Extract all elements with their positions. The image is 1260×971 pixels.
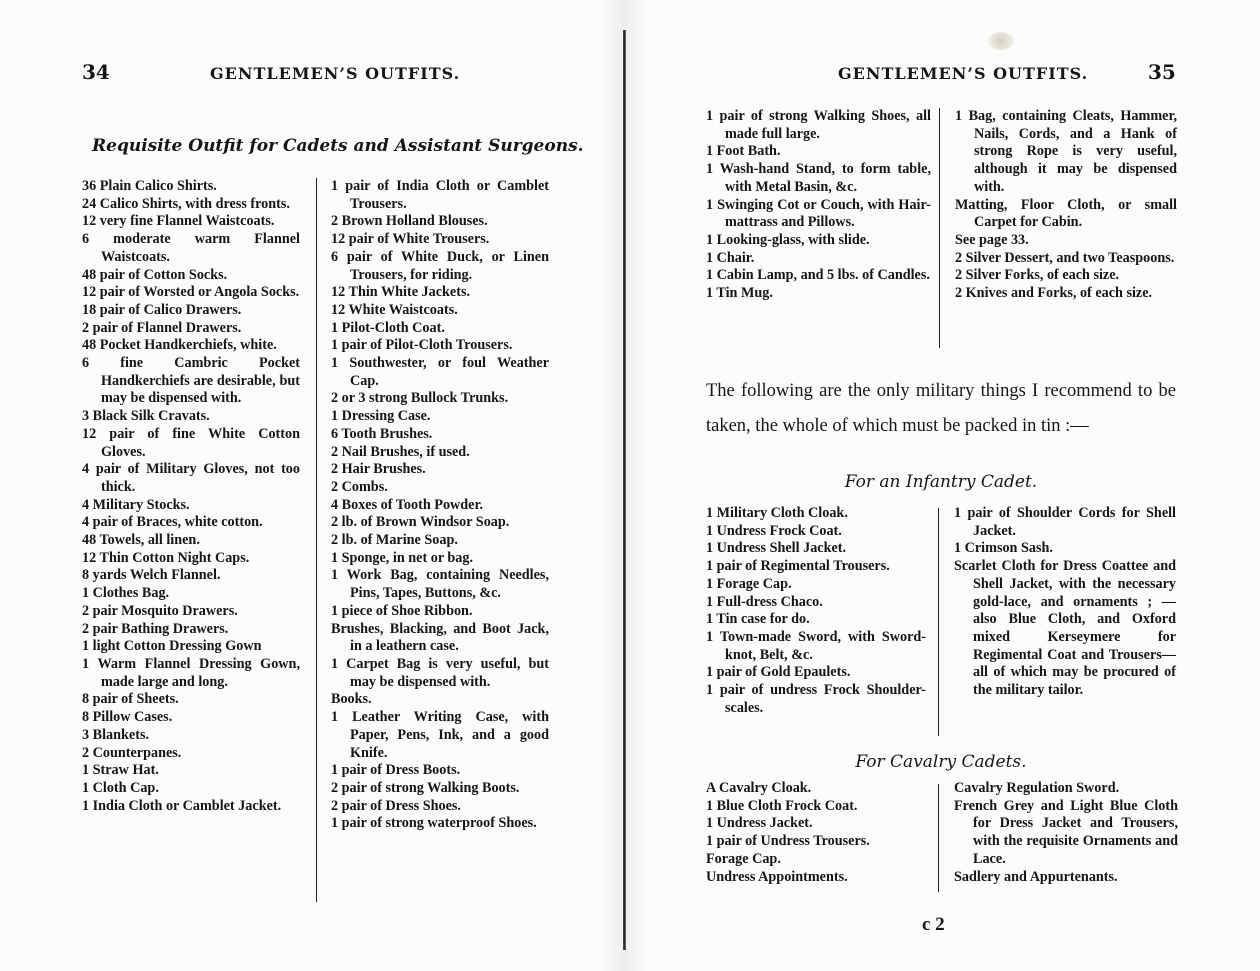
section-title-outfit: Requisite Outfit for Cadets and Assistant Surgeons. [92,136,584,156]
list-item: 2 Nail Brushes, if used. [331,443,470,460]
list-item: 1 Foot Bath. [706,143,781,160]
list-item: 2 Silver Dessert, and two Teaspoons. [955,249,1175,266]
list-item: 2 pair of strong Walking Boots. [331,779,520,796]
list-item: 4 pair of Military Gloves, not too thick. [82,461,300,495]
list-item: 1 Tin Mug. [706,285,773,302]
list-item: 3 Blankets. [82,726,150,743]
list-item: 1 piece of Shoe Ribbon. [331,602,473,619]
right-page [626,0,1260,971]
infantry-col2 [954,505,1176,700]
page-number-left: 34 [82,60,110,84]
list-item: 2 pair Bathing Drawers. [82,620,229,637]
list-item: 1 pair of Undress Trousers. [706,833,870,850]
list-item: 1 Sponge, in net or bag. [331,549,474,566]
list-item: 1 Undress Shell Jacket. [706,540,847,557]
list-item: 1 Warm Flannel Dressing Gown, made large and long. [82,655,300,690]
list-item: 1 Military Cloth Cloak. [706,505,848,521]
list-item: 1 Clothes Bag. [82,585,170,602]
list-item: 1 pair of Gold Epaulets. [706,664,851,681]
list-item: 8 yards Welch Flannel. [82,567,221,584]
running-head-left: GENTLEMEN’S OUTFITS. [210,64,461,83]
list-item: 1 pair of strong waterproof Shoes. [331,815,537,832]
list-item: 1 Tin case for do. [706,611,810,628]
list-item: 2 Hair Brushes. [331,461,426,478]
list-item: 2 Brown Holland Blouses. [331,213,488,230]
list-item: 1 pair of Pilot-Cloth Trousers. [331,337,513,354]
list-item: 1 Full-dress Chaco. [706,593,823,610]
list-item: Undress Appointments. [706,868,848,885]
list-item: 1 Swinging Cot or Couch, with Hair-mattrass and Pillows. [706,196,931,231]
page-number-right: 35 [1148,60,1176,84]
list-item: 6 Tooth Brushes. [331,425,433,442]
list-item: 1 Bag, containing Cleats, Hammer, Nails, Cords, and a Hank of strong Rope is very useful, although it may be dispensed with. [955,108,1177,195]
list-item: 12 pair of White Trousers. [331,231,490,248]
list-item: 12 pair of fine White Cotton Gloves. [82,425,300,460]
list-item: 1 pair of strong Walking Shoes, all made full large. [706,108,931,142]
list-item: 1 India Cloth or Camblet Jacket. [82,797,282,814]
list-item: 8 Pillow Cases. [82,709,173,726]
list-item: 1 Leather Writing Case, with Paper, Pens, Ink, and a good Knife. [331,709,549,761]
list-item: 1 light Cotton Dressing Gown [82,638,262,655]
list-item: 1 Town-made Sword, with Sword-knot, Belt, &c. [706,628,926,663]
list-item: 2 Knives and Forks, of each size. [955,285,1153,302]
list-item: 12 very fine Flannel Waistcoats. [82,213,275,230]
list-item: 48 Pocket Handkerchiefs, white. [82,337,277,354]
cavalry-col2 [954,780,1178,886]
list-item: 48 Towels, all linen. [82,532,200,549]
list-item: Books. [331,691,372,708]
list-item: 2 Counterpanes. [82,744,182,761]
list-item: 6 moderate warm Flannel Waistcoats. [82,231,300,265]
list-item: 1 Pilot-Cloth Coat. [331,319,445,336]
column-rule-infantry [938,508,939,736]
right-list-col2 [955,108,1177,303]
list-item: 1 Cabin Lamp, and 5 lbs. of Candles. [706,267,930,284]
list-item: Cavalry Regulation Sword. [954,780,1120,796]
list-item: 2 lb. of Brown Windsor Soap. [331,514,510,531]
list-item: 48 pair of Cotton Socks. [82,266,228,283]
left-list-col1 [82,178,300,815]
list-item: 1 Cloth Cap. [82,779,159,796]
list-item: 1 Crimson Sash. [954,540,1053,557]
list-item: 1 Undress Jacket. [706,815,813,832]
list-item: Matting, Floor Cloth, or small Carpet for Cabin. [955,196,1177,231]
left-page [0,0,626,971]
list-item: 12 Thin White Jackets. [331,284,471,301]
list-item: 18 pair of Calico Drawers. [82,301,242,318]
list-item: Forage Cap. [706,850,781,867]
infantry-col1 [706,505,926,717]
list-item: 4 pair of Braces, white cotton. [82,514,263,531]
list-item: 2 Combs. [331,478,388,495]
list-item: French Grey and Light Blue Cloth for Dress Jacket and Trousers, with the requisite Ornaments and Lace. [954,797,1178,867]
list-item: 12 Thin Cotton Night Caps. [82,549,250,566]
list-item: 1 Wash-hand Stand, to form table, with Metal Basin, &c. [706,161,931,195]
list-item: 1 pair of Dress Boots. [331,762,461,779]
list-item: Sadlery and Appurtenants. [954,868,1118,885]
military-paragraph: The following are the only military things I recommend to be taken, the whole of which must be packed in tin :— [706,381,1176,436]
list-item: 1 pair of Shoulder Cords for Shell Jacket. [954,505,1176,539]
list-item: 1 Forage Cap. [706,575,792,592]
list-item: 36 Plain Calico Shirts. [82,178,217,194]
list-item: A Cavalry Cloak. [706,780,812,796]
list-item: 2 Silver Forks, of each size. [955,267,1120,284]
column-rule-cavalry [938,784,939,892]
list-item: 12 White Waistcoats. [331,301,458,318]
list-item: 1 pair of undress Frock Shoulder-scales. [706,682,926,716]
cavalry-title: For Cavalry Cadets. [855,752,1027,772]
list-item: Brushes, Blacking, and Boot Jack, in a leathern case. [331,620,549,655]
list-item: 6 pair of White Duck, or Linen Trousers, for riding. [331,248,549,283]
list-item: 2 or 3 strong Bullock Trunks. [331,390,509,407]
column-rule-right-top [939,108,940,348]
list-item: 1 Carpet Bag is very useful, but may be dispensed with. [331,655,549,690]
list-item: 6 fine Cambric Pocket Handkerchiefs are desirable, but may be dispensed with. [82,355,300,407]
list-item: 4 Military Stocks. [82,496,190,513]
right-list-col1 [706,108,931,303]
running-head-right: GENTLEMEN’S OUTFITS. [838,64,1089,83]
list-item: 2 lb. of Marine Soap. [331,532,458,549]
list-item: 8 pair of Sheets. [82,691,179,708]
list-item: See page 33. [955,231,1029,248]
list-item: 1 pair of Regimental Trousers. [706,558,890,575]
list-item: 1 Straw Hat. [82,762,159,779]
cavalry-col1 [706,780,922,886]
list-item: Scarlet Cloth for Dress Coattee and Shell Jacket, with the necessary gold-lace, and ornaments ; — also Blue Cloth, and Oxford mixed Kerseymere for Regimental Coat and Trousers—all of which may be procured of the military tailor. [954,558,1176,699]
list-item: 2 pair of Dress Shoes. [331,797,461,814]
infantry-title: For an Infantry Cadet. [844,472,1038,492]
list-item: 1 Dressing Case. [331,408,431,425]
list-item: 1 Looking-glass, with slide. [706,231,870,248]
list-item: 24 Calico Shirts, with dress fronts. [82,195,290,212]
list-item: 1 Chair. [706,249,755,266]
list-item: 2 pair Mosquito Drawers. [82,602,238,619]
list-item: 2 pair of Flannel Drawers. [82,319,242,336]
list-item: 4 Boxes of Tooth Powder. [331,496,484,513]
list-item: 3 Black Silk Cravats. [82,408,210,425]
list-item: 12 pair of Worsted or Angola Socks. [82,284,300,301]
left-list-col2 [331,178,549,833]
list-item: 1 Work Bag, containing Needles, Pins, Tapes, Buttons, &c. [331,567,549,602]
signature-mark: c 2 [922,914,945,935]
list-item: 1 Undress Frock Coat. [706,522,842,539]
list-item: 1 Southwester, or foul Weather Cap. [331,355,549,389]
list-item: 1 Blue Cloth Frock Coat. [706,797,858,814]
column-rule-left [316,178,317,902]
list-item: 1 pair of India Cloth or Camblet Trousers. [331,178,549,212]
